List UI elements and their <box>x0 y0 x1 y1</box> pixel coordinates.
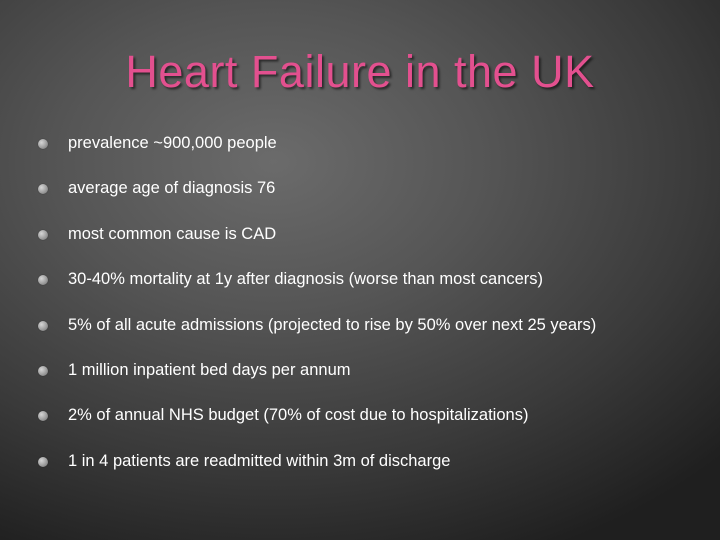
bullet-text: prevalence ~900,000 people <box>68 134 277 152</box>
bullet-text: 5% of all acute admissions (projected to rise by 50% over next 25 years) <box>68 315 597 334</box>
slide-title: Heart Failure in the UK <box>125 46 595 97</box>
bullet-dot-icon <box>38 411 48 421</box>
bullet-dot-icon <box>38 139 48 149</box>
bullet-list <box>38 129 698 492</box>
bullet-item <box>38 220 698 265</box>
bullet-dot-icon <box>38 275 48 285</box>
bullet-text: 30-40% mortality at 1y after diagnosis (worse than most cancers) <box>68 270 544 289</box>
bullet-dot-icon <box>38 230 48 240</box>
bullet-item <box>38 174 698 219</box>
bullet-text: 1 million inpatient bed days per annum <box>68 360 351 379</box>
bullet-item <box>38 129 698 174</box>
bullet-dot-icon <box>38 184 48 194</box>
bullet-item <box>38 311 698 356</box>
bullet-text: most common cause is CAD <box>68 224 277 243</box>
bullet-dot-icon <box>38 457 48 467</box>
bullet-item <box>38 265 698 310</box>
bullet-dot-icon <box>38 366 48 376</box>
bullet-text: average age of diagnosis 76 <box>68 179 276 198</box>
bullet-item <box>38 447 698 492</box>
bullet-text: 1 in 4 patients are readmitted within 3m of discharge <box>68 451 451 470</box>
bullet-dot-icon <box>38 321 48 331</box>
bullet-item <box>38 356 698 401</box>
bullet-item <box>38 401 698 446</box>
bullet-text: 2% of annual NHS budget (70% of cost due to hospitalizations) <box>68 406 529 425</box>
